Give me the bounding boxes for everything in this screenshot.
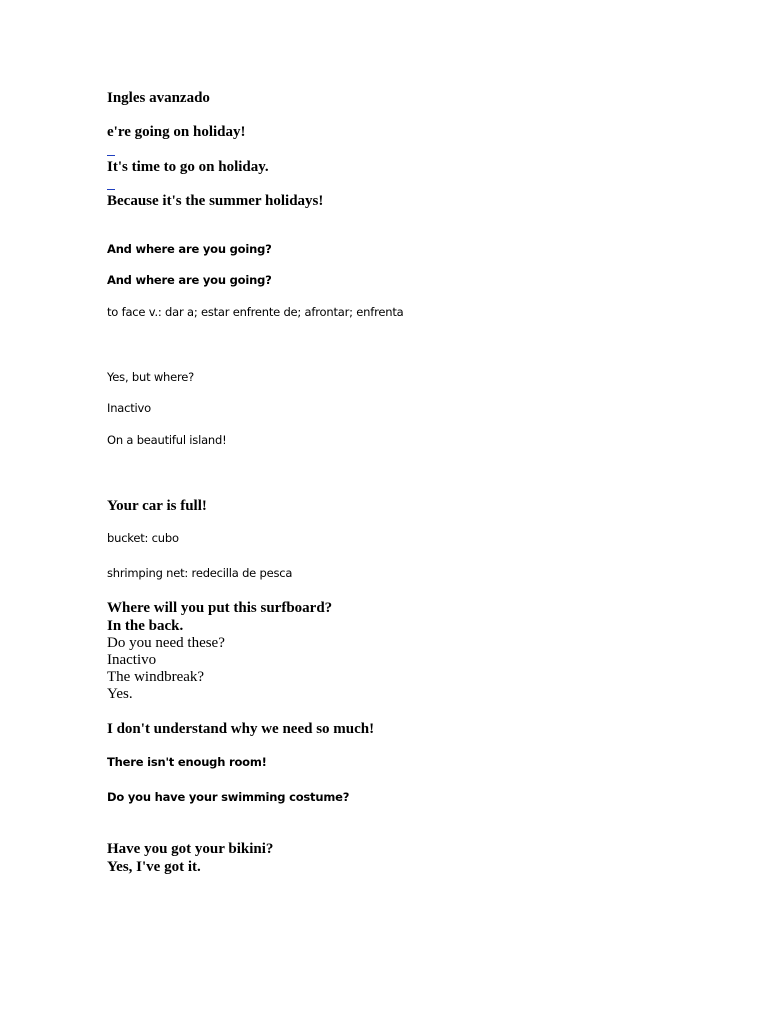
text-line: And where are you going? [107, 242, 272, 256]
text-line: Yes, but where? [107, 370, 195, 384]
text-line: bucket: cubo [107, 531, 179, 545]
hyperlink-marker[interactable] [107, 189, 115, 190]
text-line: Have you got your bikini? [107, 841, 274, 857]
text-line: Do you need these? [107, 635, 225, 651]
text-line: Yes. [107, 686, 133, 702]
text-line: In the back. [107, 618, 184, 634]
text-line: Because it's the summer holidays! [107, 193, 324, 209]
hyperlink-marker[interactable] [107, 155, 115, 156]
text-line: Do you have your swimming costume? [107, 790, 350, 804]
text-line: e're going on holiday! [107, 124, 246, 140]
text-line: There isn't enough room! [107, 755, 267, 769]
text-line: I don't understand why we need so much! [107, 721, 375, 737]
text-line: Inactivo [107, 401, 151, 415]
text-line: shrimping net: redecilla de pesca [107, 566, 293, 580]
text-line: It's time to go on holiday. [107, 159, 269, 175]
text-line: On a beautiful island! [107, 433, 227, 447]
text-line: And where are you going? [107, 273, 272, 287]
text-line: Yes, I've got it. [107, 859, 201, 875]
text-line: The windbreak? [107, 669, 205, 685]
document-heading: Ingles avanzado [107, 90, 210, 106]
text-line: Where will you put this surfboard? [107, 600, 333, 616]
text-line: to face v.: dar a; estar enfrente de; afrontar; enfrenta [107, 305, 404, 319]
text-line: Your car is full! [107, 498, 207, 514]
text-line: Inactivo [107, 652, 157, 668]
